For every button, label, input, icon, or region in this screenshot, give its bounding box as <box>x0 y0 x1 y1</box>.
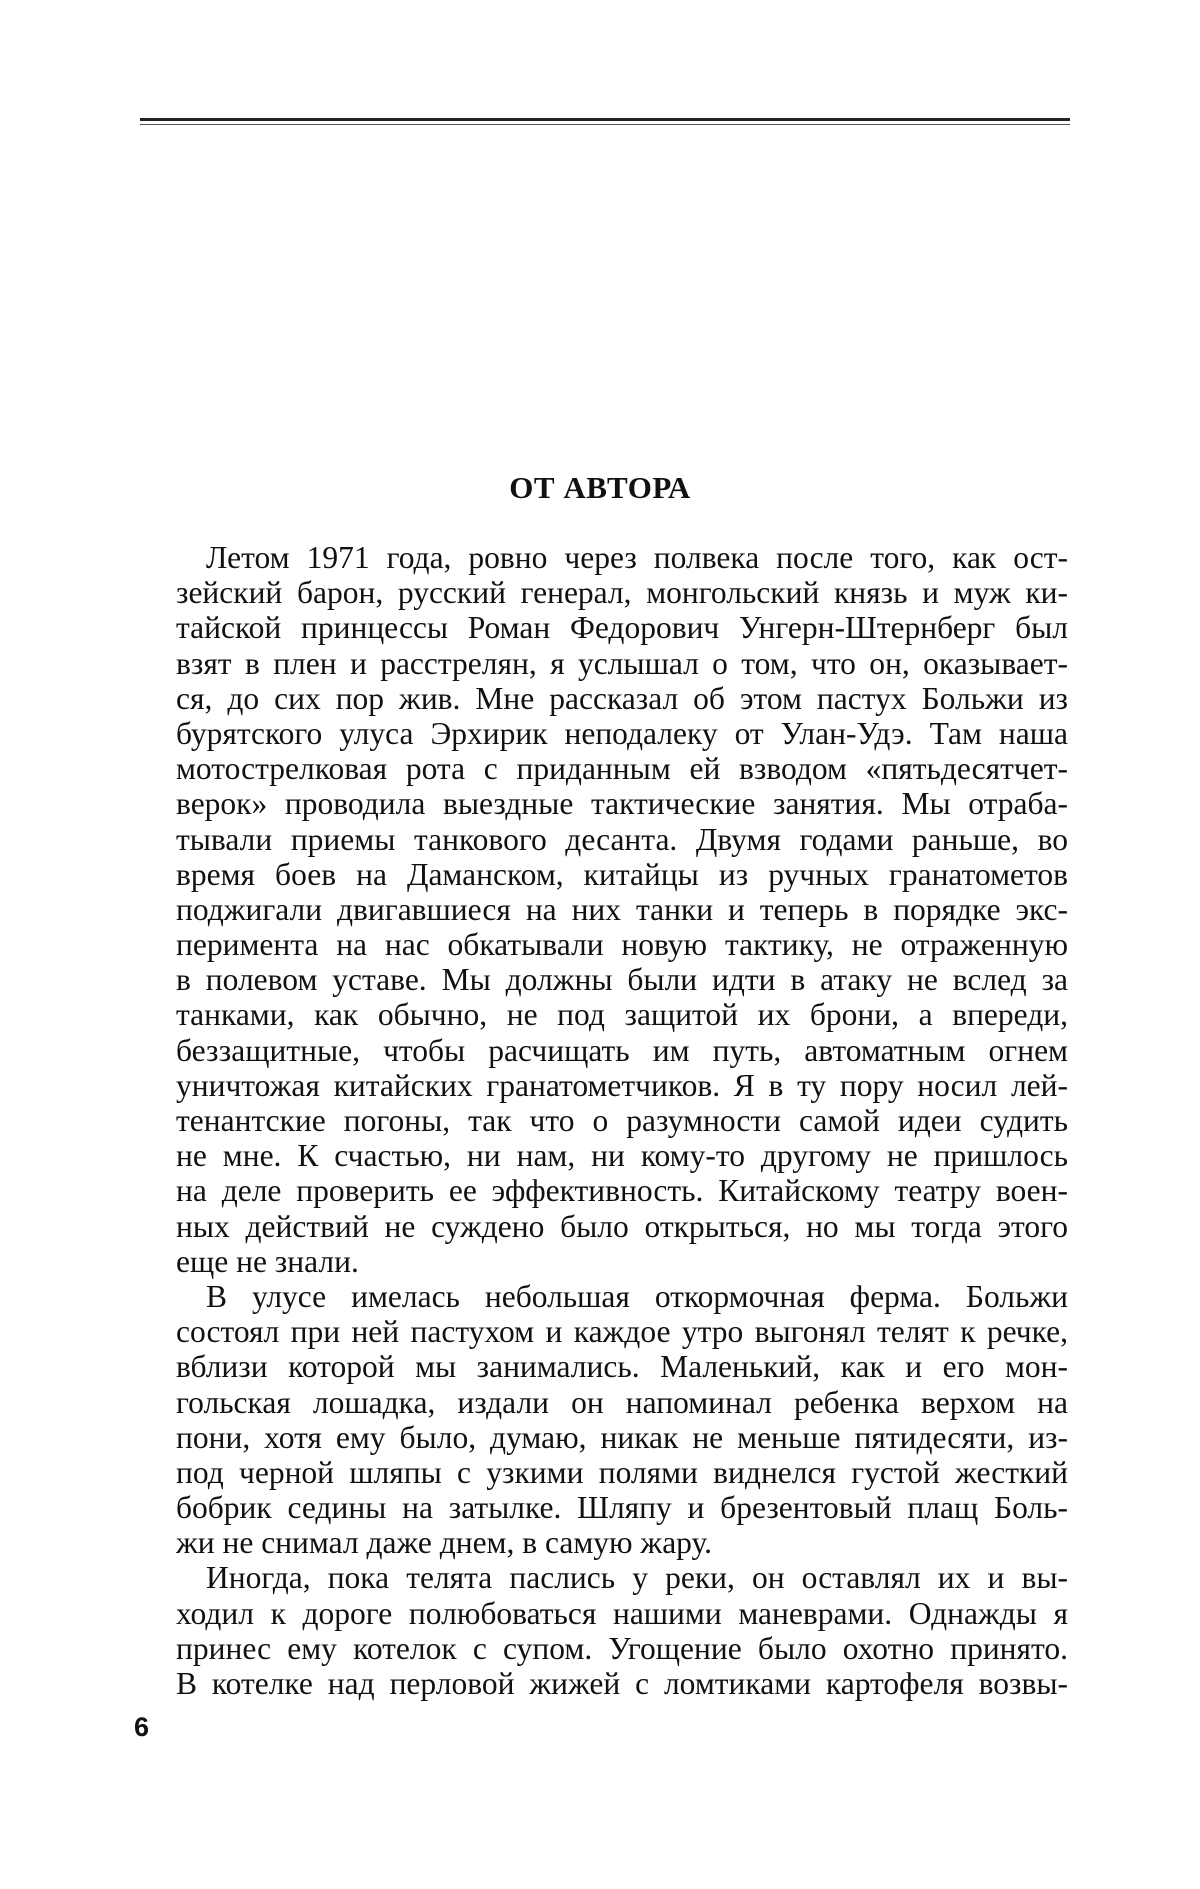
text-line: ходил к дороге полюбоваться нашими маневрами. Однажды я <box>176 1595 1068 1631</box>
text-line: тенантские погоны, так что о разумности самой идеи судить <box>176 1103 1068 1138</box>
text-line: время боев на Даманском, китайцы из ручных гранатометов <box>176 856 1068 892</box>
text-line: бурятского улуса Эрхирик неподалеку от Улан-Удэ. Там наша <box>176 715 1068 751</box>
text-line: Иногда, пока телята паслись у реки, он оставлял их и вы- <box>206 1560 1068 1596</box>
text-line: на деле проверить ее эффективность. Китайскому театру воен- <box>176 1173 1068 1209</box>
page-number: 6 <box>134 1712 150 1742</box>
text-line: ся, до сих пор жив. Мне рассказал об этом пастух Больжи из <box>176 680 1068 716</box>
text-line: В улусе имелась небольшая откормочная ферма. Больжи <box>206 1278 1068 1314</box>
text-line: состоял при ней пастухом и каждое утро выгонял телят к речке, <box>176 1314 1068 1350</box>
chapter-heading: ОТ АВТОРА <box>509 470 691 505</box>
text-line: уничтожая китайских гранатометчиков. Я в ту пору носил лей- <box>176 1067 1068 1103</box>
text-line: вблизи которой мы занимались. Маленький, как и его мон- <box>176 1349 1068 1385</box>
text-line: бобрик седины на затылке. Шляпу и брезентовый плащ Боль- <box>176 1490 1068 1526</box>
text-line: зейский барон, русский генерал, монгольский князь и муж ки- <box>176 575 1068 611</box>
text-line: под черной шляпы с узкими полями виднелся густой жесткий <box>176 1454 1068 1490</box>
text-line: еще не знали. <box>176 1243 359 1279</box>
text-line: взят в плен и расстрелян, я услышал о том, что он, оказывает- <box>176 645 1068 681</box>
header-rule-thin <box>140 124 1070 125</box>
text-line: тайской принцессы Роман Федорович Унгерн-Штернберг был <box>176 610 1068 646</box>
text-line: перимента на нас обкатывали новую тактику, не отраженную <box>176 927 1068 963</box>
text-line: в полевом уставе. Мы должны были идти в атаку не вслед за <box>176 962 1068 998</box>
text-line: В котелке над перловой жижей с ломтиками картофеля возвы- <box>176 1666 1068 1701</box>
text-line: верок» проводила выездные тактические занятия. Мы отраба- <box>176 786 1068 822</box>
text-line: пони, хотя ему было, думаю, никак не меньше пятидесяти, из- <box>176 1419 1068 1455</box>
body-text <box>176 540 1068 1701</box>
text-line: ных действий не суждено было открыться, но мы тогда этого <box>176 1208 1068 1244</box>
text-line: жи не снимал даже днем, в самую жару. <box>176 1525 712 1561</box>
text-line: гольская лошадка, издали он напоминал ребенка верхом на <box>176 1384 1068 1420</box>
text-line: тывали приемы танкового десанта. Двумя годами раньше, во <box>176 821 1068 857</box>
text-line: беззащитные, чтобы расчищать им путь, автоматным огнем <box>176 1032 1068 1068</box>
text-line: принес ему котелок с супом. Угощение было охотно принято. <box>176 1630 1068 1666</box>
text-line: мотострелковая рота с приданным ей взводом «пятьдесятчет- <box>176 751 1068 787</box>
text-line: Летом 1971 года, ровно через полвека после того, как ост- <box>206 540 1068 575</box>
header-rule <box>140 118 1070 121</box>
text-line: танками, как обычно, не под защитой их брони, а впереди, <box>176 997 1068 1033</box>
text-line: поджигали двигавшиеся на них танки и теперь в порядке экс- <box>176 891 1068 927</box>
text-line: не мне. К счастью, ни нам, ни кому-то другому не пришлось <box>176 1138 1068 1174</box>
